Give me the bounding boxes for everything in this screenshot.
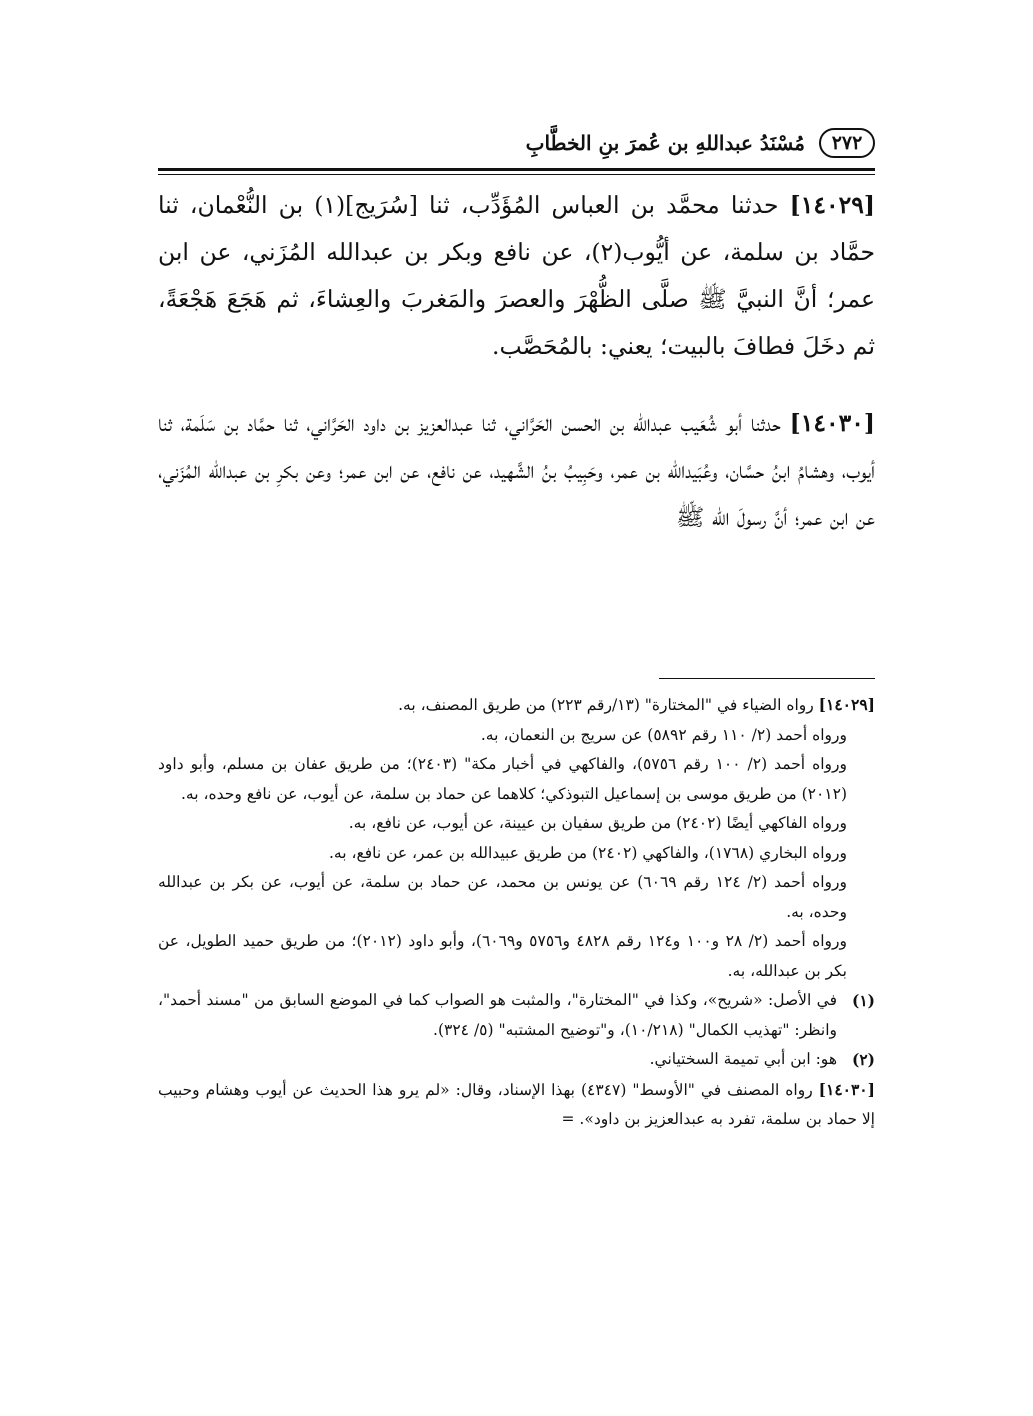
footnote-text: رواه المصنف في "الأوسط" (٤٣٤٧) بهذا الإسناد، وقال: «لم يرو هذا الحديث عن أيوب وهشام وحبيب إلا حماد بن سلمة، تفرد به عبدالعزيز بن داود». =	[158, 1080, 875, 1128]
page-header	[158, 122, 875, 164]
footnote-line: ورواه أحمد (٢/ ١١٠ رقم ٥٨٩٢) عن سريج بن النعمان، به.	[480, 725, 847, 744]
hadith-text: حدثنا محمَّد بن العباس المُؤَدِّب، ثنا [سُرَيج](١) بن النُّعْمان، ثنا حمَّاد بن سلمة، عن أيُّوب(٢)، عن نافع وبكر بن عبدالله المُزَني، عن ابن عمر؛ أنَّ النبيَّ ﷺ صلَّى الظُّهْرَ والعصرَ والمَغربَ والعِشاءَ، ثم هَجَعَ هَجْعَةً، ثم دخَلَ فطافَ بالبيت؛ يعني: بالمُحَصَّب.	[158, 191, 876, 360]
header-rule-thin	[158, 174, 875, 175]
footnote-marker: (٢)	[851, 1050, 875, 1069]
footnote-line: ورواه الفاكهي أيضًا (٢٤٠٢) من طريق سفيان بن عيينة، عن أيوب، عن نافع، به.	[348, 814, 847, 832]
footnote-note-text: هو: ابن أبي تميمة السختياني.	[649, 1050, 837, 1068]
footnote-note-text: في الأصل: «شريح»، وكذا في "المختارة"، والمثبت هو الصواب كما في الموضع السابق من "مسند أحمد"، وانظر: "تهذيب الكمال" (١٠/٢١٨)، و"توضيح المشتبه" (٥/ ٣٢٤).	[158, 991, 837, 1039]
header-rule-thick	[158, 168, 875, 171]
page-number: ٢٧٢	[819, 128, 875, 158]
footnote-ref: [١٤٠٣٠]	[818, 1079, 875, 1099]
hadith-number: [١٤٠٢٩]	[789, 191, 875, 219]
footnote-block	[158, 1075, 875, 1135]
footnote-block	[158, 690, 875, 986]
footnote-note	[158, 986, 875, 1045]
footnote-line: ورواه أحمد (٢/ ١٠٠ رقم ٥٧٥٦)، والفاكهي في أخبار مكة" (٢٤٠٣)؛ من طريق عفان بن مسلم، وأبو داود (٢٠١٢) من طريق موسى بن إسماعيل التبوذكي؛ كلاهما عن حماد بن سلمة، عن أيوب، عن نافع وحده، به.	[158, 755, 847, 803]
footnote-note	[158, 1045, 875, 1075]
hadith-number: [١٤٠٣٠]	[789, 409, 875, 437]
hadith-paragraph	[158, 400, 875, 541]
footnote-text: رواه الضياء في "المختارة" (١٣/رقم ٢٢٣) من طريق المصنف، به.	[398, 696, 814, 714]
hadith-paragraph	[158, 182, 875, 370]
footnote-line: ورواه أحمد (٢/ ١٢٤ رقم ٦٠٦٩) عن يونس بن محمد، عن حماد بن سلمة، عن أيوب، عن بكر بن عبدالله وحده، به.	[158, 873, 847, 921]
footnote-line	[158, 1075, 875, 1135]
running-title: مُسْنَدُ عبداللهِ بن عُمرَ بنِ الخطَّابِ	[525, 131, 805, 155]
footnote-line: ورواه أحمد (٢/ ٢٨ و١٠٠ و١٢٤ رقم ٤٨٢٨ و٥٧٥٦ و٦٠٦٩)، وأبو داود (٢٠١٢)؛ من طريق حميد الطويل، عن بكر بن عبدالله، به.	[158, 932, 847, 980]
main-text	[158, 182, 875, 541]
footnote-line	[158, 690, 875, 721]
footnote-line: ورواه البخاري (١٧٦٨)، والفاكهي (٢٤٠٢) من طريق عبيدالله بن عمر، عن نافع، به.	[328, 843, 847, 862]
footnote-marker: (١)	[851, 991, 875, 1010]
footnote-separator	[659, 678, 875, 679]
hadith-text: حدثنا أبو شُعَيب عبدالله بن الحسن الحَرَّاني، ثنا عبدالعزيز بن داود الحَرَّاني، ثنا حمَّاد بن سَلَمة، ثنا أيوب، وهشامُ ابنُ حسَّان، وعُبَيدالله بن عمر، وحَبِيبُ بنُ الشَّهيد، عن نافع، عن ابن عمر؛ وعن بكرِ بن عبدالله المُزَني، عن ابن عمر؛ أنَّ رسولَ الله ﷺ	[158, 409, 875, 531]
footnotes	[158, 690, 875, 1135]
footnote-ref: [١٤٠٢٩]	[818, 695, 875, 714]
